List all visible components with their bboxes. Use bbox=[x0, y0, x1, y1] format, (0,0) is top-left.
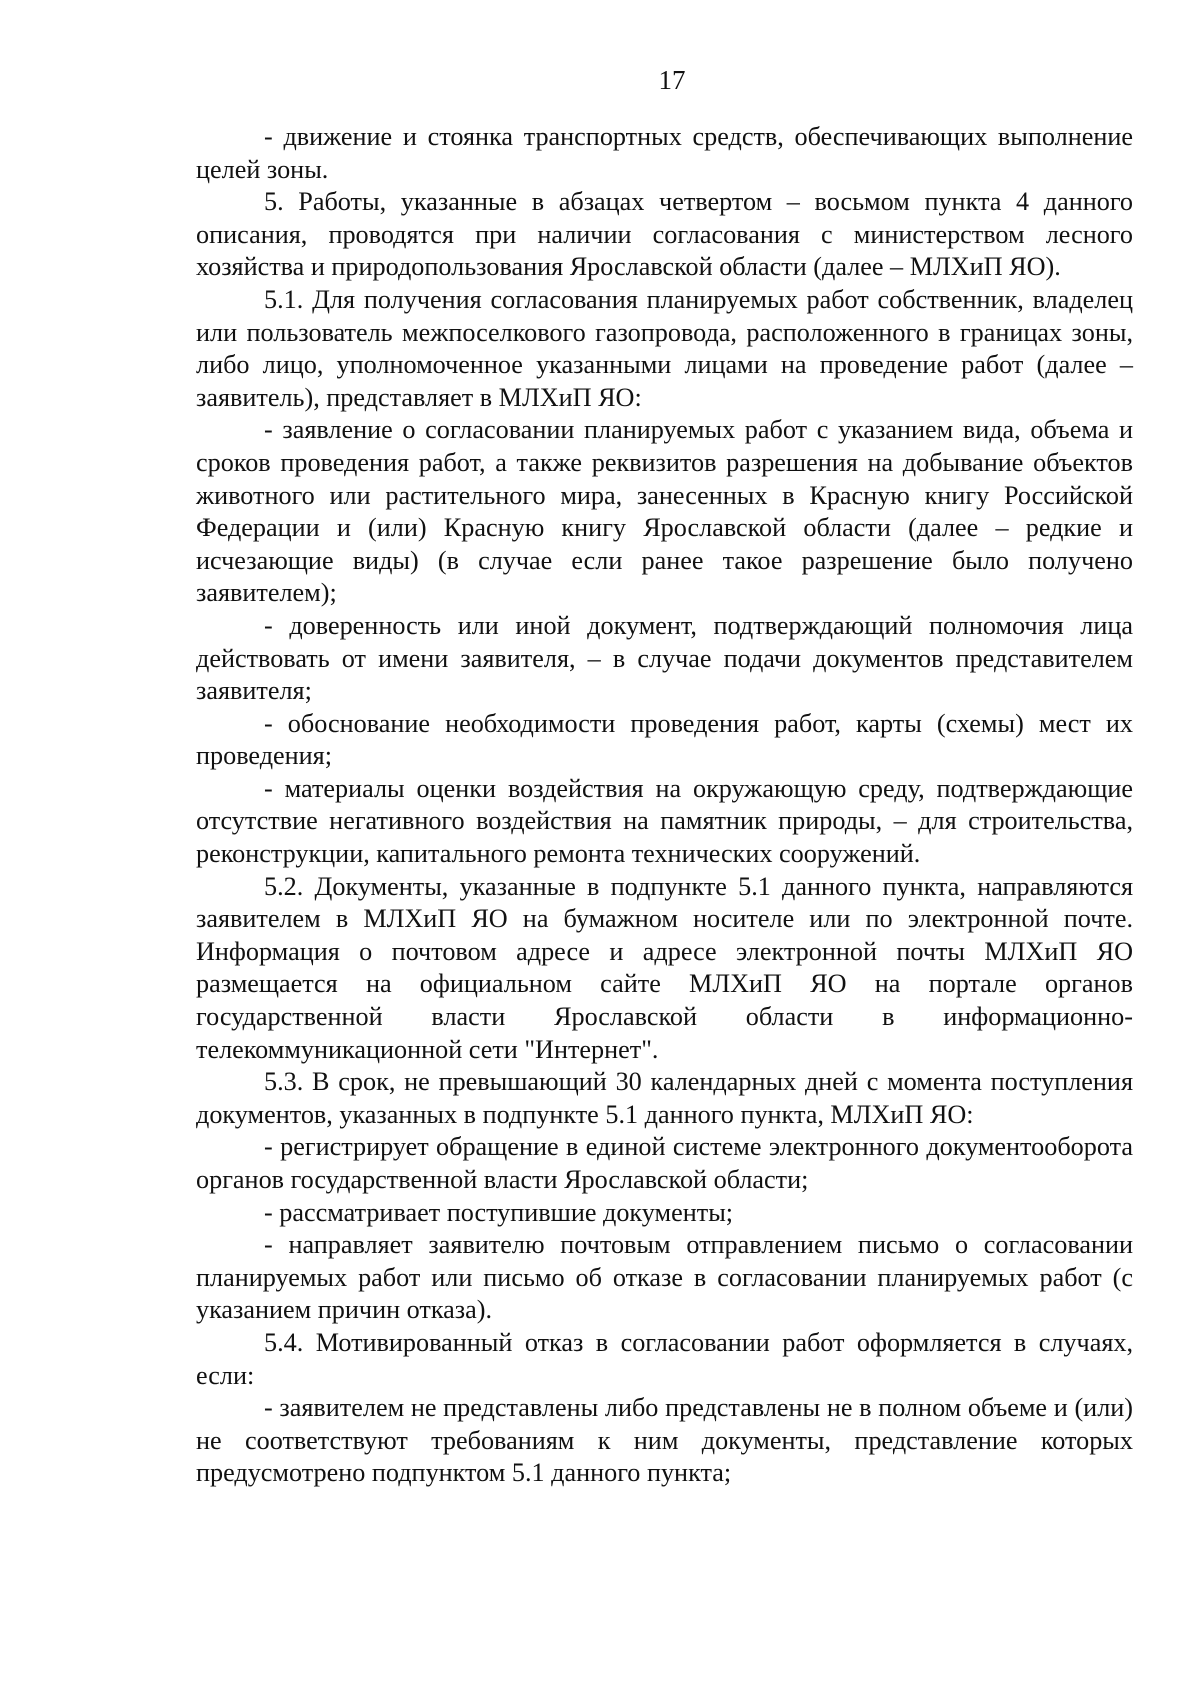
paragraph-5: 5. Работы, указанные в абзацах четвертом – восьмом пункта 4 данного описания, проводятся при наличии согласования с министерством лесного хозяйства и природопользования Ярославской области (далее – МЛХиП ЯО). bbox=[196, 187, 1133, 282]
paragraph-5-1: 5.1. Для получения согласования планируемых работ собственник, владелец или пользователь межпоселкового газопровода, расположенного в границах зоны, либо лицо, уполномоченное указанными лицами на проведение работ (далее – заявитель), представляет в МЛХиП ЯО: bbox=[196, 284, 1133, 412]
paragraph-justification: - обоснование необходимости проведения работ, карты (схемы) мест их проведения; bbox=[196, 708, 1133, 771]
paragraph-5-3: 5.3. В срок, не превышающий 30 календарных дней с момента поступления документов, указанных в подпункте 5.1 данного пункта, МЛХиП ЯО: bbox=[196, 1067, 1133, 1129]
paragraph-traffic: - движение и стоянка транспортных средств, обеспечивающих выполнение целей зоны. bbox=[196, 122, 1133, 184]
document-body bbox=[196, 121, 1133, 1490]
paragraph-5-2: 5.2. Документы, указанные в подпункте 5.1 данного пункта, направляются заявителем в МЛХиП ЯО на бумажном носителе или по электронной почте. Информация о почтовом адресе и адресе электронной почты МЛХиП ЯО размещается на официальном сайте МЛХиП ЯО на портале органов государственной власти Ярославской области в информационно-телекоммуникационной сети "Интернет". bbox=[196, 871, 1133, 1064]
paragraph-application: - заявление о согласовании планируемых работ с указанием вида, объема и сроков проведения работ, а также реквизитов разрешения на добывание объектов животного или растительного мира, занесенных в Красную книгу Российской Федерации и (или) Красную книгу Ярославской области (далее – редкие и исчезающие виды) (в случае если ранее такое разрешение было получено заявителем); bbox=[196, 415, 1133, 608]
paragraph-impact-assessment: - материалы оценки воздействия на окружающую среду, подтверждающие отсутствие негативного воздействия на памятник природы, – для строительства, реконструкции, капитального ремонта технических сооружений. bbox=[196, 773, 1133, 869]
paragraph-5-4: 5.4. Мотивированный отказ в согласовании работ оформляется в случаях, если: bbox=[196, 1327, 1133, 1390]
page-number: 17 bbox=[658, 65, 686, 95]
paragraph-power-of-attorney: - доверенность или иной документ, подтверждающий полномочия лица действовать от имени заявителя, – в случае подачи документов представителем заявителя; bbox=[196, 610, 1133, 706]
paragraph-sends-letter: - направляет заявителю почтовым отправлением письмо о согласовании планируемых работ или письмо об отказе в согласовании планируемых работ (с указанием причин отказа). bbox=[196, 1230, 1133, 1325]
paragraph-not-submitted: - заявителем не представлены либо представлены не в полном объеме и (или) не соответствуют требованиям к ним документы, представление которых предусмотрено подпунктом 5.1 данного пункта; bbox=[196, 1393, 1133, 1488]
paragraph-reviews: - рассматривает поступившие документы; bbox=[264, 1197, 734, 1227]
paragraph-registers: - регистрирует обращение в единой системе электронного документооборота органов государственной власти Ярославской области; bbox=[196, 1132, 1133, 1194]
